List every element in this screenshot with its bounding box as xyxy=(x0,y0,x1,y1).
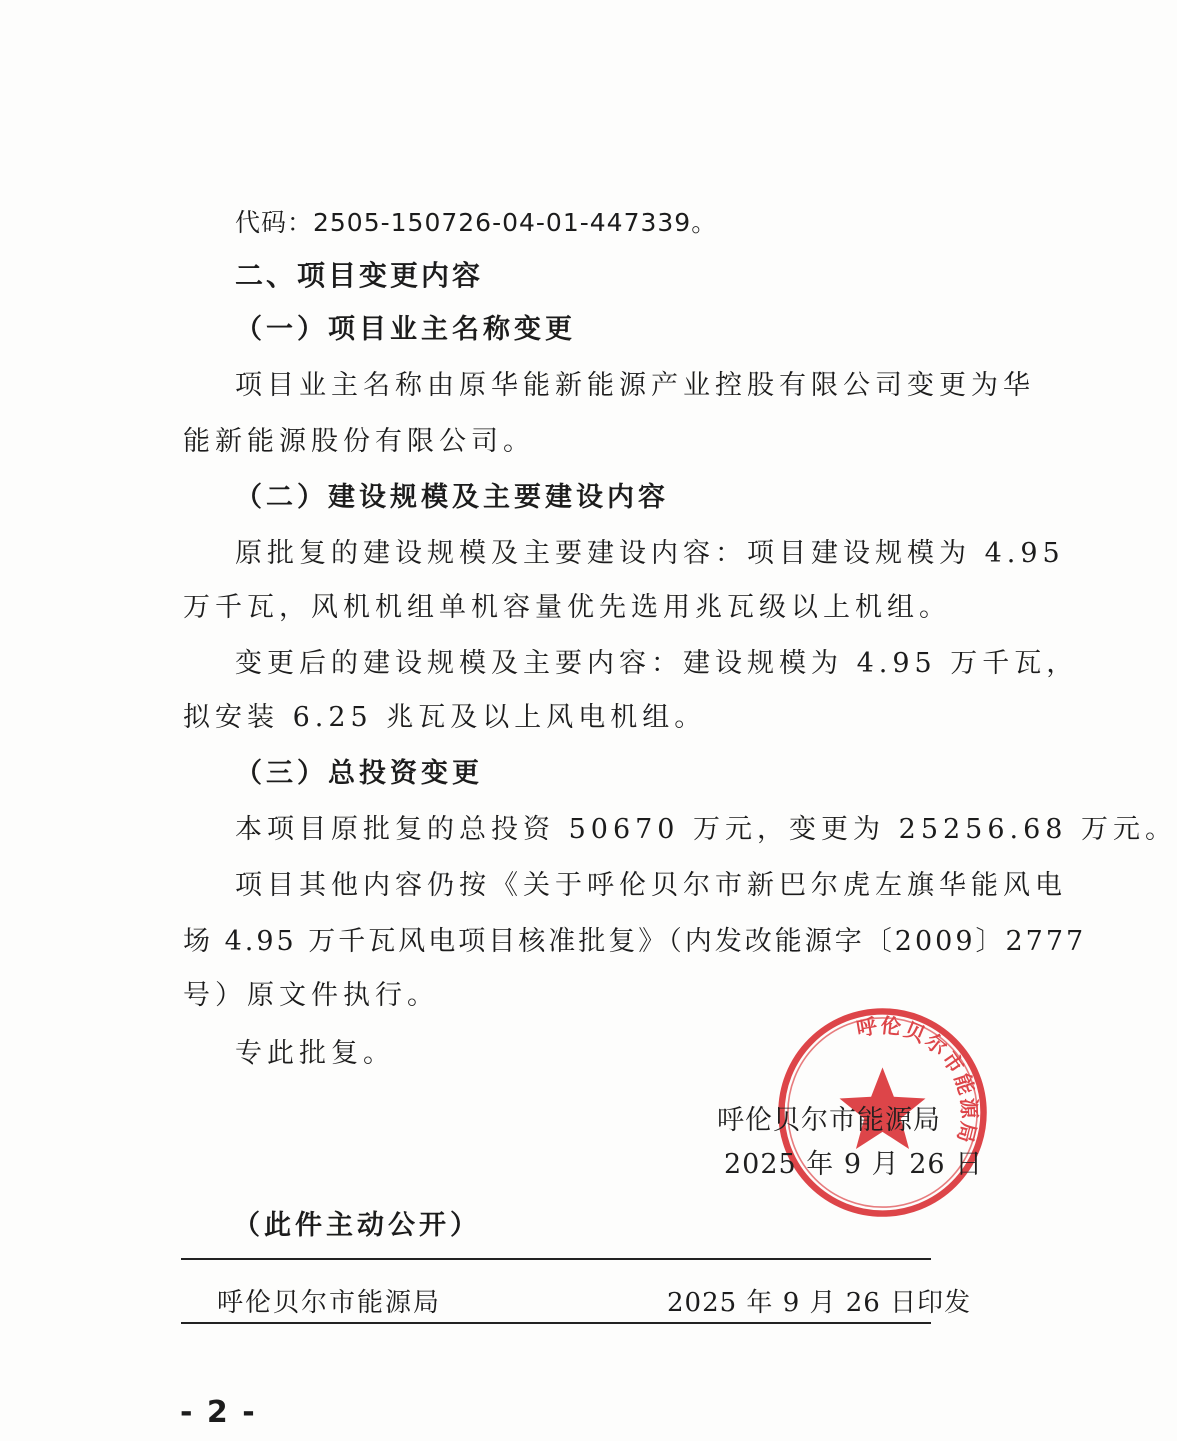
paragraph-line: 原批复的建设规模及主要建设内容：项目建设规模为 4.95 xyxy=(235,538,1065,569)
signature-date: 2025 年 9 月 26 日 xyxy=(724,1149,984,1180)
footer-issuer: 呼伦贝尔市能源局 xyxy=(217,1288,442,1318)
subsection-2-title: （二）建设规模及主要建设内容 xyxy=(235,482,669,513)
paragraph-line: 场 4.95 万千瓦风电项目核准批复》（内发改能源字〔2009〕2777 xyxy=(183,926,1087,957)
subsection-1-title: （一）项目业主名称变更 xyxy=(235,314,576,345)
paragraph-line: 本项目原批复的总投资 50670 万元，变更为 25256.68 万元。 xyxy=(235,814,1177,845)
seal-text: 呼伦贝尔市能源局 xyxy=(854,1013,982,1148)
paragraph-line: 能新能源股份有限公司。 xyxy=(183,426,535,457)
paragraph-line: 拟安装 6.25 兆瓦及以上风电机组。 xyxy=(183,702,707,733)
closing-text: 专此批复。 xyxy=(235,1038,395,1069)
footer-divider-top xyxy=(181,1258,931,1260)
footer-divider-bottom xyxy=(181,1322,931,1324)
section-title: 二、项目变更内容 xyxy=(235,259,484,292)
paragraph-line: 项目业主名称由原华能新能源产业控股有限公司变更为华 xyxy=(235,370,1035,401)
subsection-3-title: （三）总投资变更 xyxy=(235,758,483,789)
signature-org: 呼伦贝尔市能源局 xyxy=(717,1105,941,1136)
paragraph-line: 变更后的建设规模及主要内容：建设规模为 4.95 万千瓦， xyxy=(235,648,1079,679)
disclosure-note: （此件主动公开） xyxy=(233,1210,481,1241)
footer-issue-date: 2025 年 9 月 26 日印发 xyxy=(667,1288,972,1318)
paragraph-line: 号）原文件执行。 xyxy=(183,980,439,1011)
page-number: - 2 - xyxy=(180,1395,257,1430)
paragraph-line: 万千瓦，风机机组单机容量优先选用兆瓦级以上机组。 xyxy=(183,592,951,623)
paragraph-line: 项目其他内容仍按《关于呼伦贝尔市新巴尔虎左旗华能风电 xyxy=(235,870,1067,901)
project-code-line: 代码：2505-150726-04-01-447339。 xyxy=(235,208,718,237)
